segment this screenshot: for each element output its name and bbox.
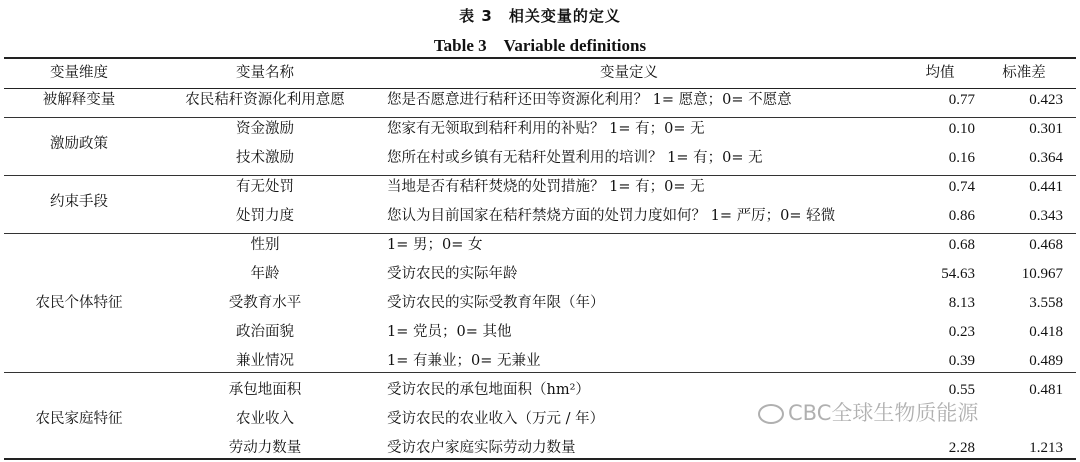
std-dev-value: 1.213 [1029,440,1063,456]
std-dev-value: 0.301 [1029,121,1063,137]
mean-value: 0.16 [948,150,975,166]
header-std-dev: 标准差 [1002,65,1046,81]
table-title-en: Table 3 Variable definitions [433,36,647,55]
header-mean: 均值 [925,65,955,81]
variable-name: 技术激励 [236,150,294,166]
definition: 1= 党员；0= 其他 [387,324,512,340]
mean-value: 0.23 [948,324,975,340]
header-variable-name: 变量名称 [236,65,294,81]
mean-value: 0.55 [948,382,975,398]
watermark-text: CBC全球生物质能源 [788,401,979,425]
watermark [758,397,978,427]
definition: 受访农民的承包地面积（hm²） [387,382,590,398]
variable-name: 年龄 [250,266,280,282]
definition: 受访农民的实际年龄 [387,266,518,282]
dimension-label: 被解释变量 [42,92,116,108]
top-rule [4,57,1076,59]
group-rule [4,117,1076,118]
table-title-cn: 表 3 相关变量的定义 [459,7,621,25]
header-rule [4,88,1076,89]
definition: 受访农民的实际受教育年限（年） [387,295,605,311]
definition: 当地是否有秸秆焚烧的处罚措施？ 1= 有；0= 无 [387,179,705,195]
variable-name: 政治面貌 [236,324,294,340]
definition: 受访农民的农业收入（万元 / 年） [387,411,605,427]
mean-value: 54.63 [941,266,975,282]
header-definition: 变量定义 [600,65,658,81]
header-dimension: 变量维度 [50,65,108,81]
dimension-label: 农民家庭特征 [35,411,123,427]
variable-name: 农民秸秆资源化利用意愿 [185,92,345,108]
variable-name: 有无处罚 [236,179,294,195]
variable-name: 承包地面积 [228,382,302,398]
wechat-icon [758,404,784,424]
std-dev-value: 0.343 [1029,208,1063,224]
variable-name: 劳动力数量 [228,440,302,456]
dimension-label: 激励政策 [50,135,108,152]
variable-name: 受教育水平 [228,295,302,311]
dimension-label: 约束手段 [50,193,108,210]
dimension-label: 农民个体特征 [35,295,123,311]
mean-value: 0.39 [948,353,975,369]
variable-name: 兼业情况 [236,353,294,369]
definition: 您家有无领取到秸秆利用的补贴？ 1= 有；0= 无 [387,121,705,137]
definition: 您是否愿意进行秸秆还田等资源化利用？ 1= 愿意；0= 不愿意 [387,92,792,108]
std-dev-value: 0.441 [1029,179,1063,195]
definition: 您认为目前国家在秸秆禁烧方面的处罚力度如何？ 1= 严厉；0= 轻微 [387,208,836,224]
mean-value: 0.74 [948,179,975,195]
group-rule [4,233,1076,234]
mean-value: 0.86 [948,208,975,224]
definition: 1= 男；0= 女 [387,237,483,253]
group-rule [4,372,1076,373]
definition: 您所在村或乡镇有无秸秆处置利用的培训？ 1= 有；0= 无 [387,150,763,166]
std-dev-value: 0.423 [1029,92,1063,108]
mean-value: 8.13 [948,295,975,311]
mean-value: 0.10 [948,121,975,137]
std-dev-value: 0.364 [1029,150,1063,166]
variable-name: 性别 [250,237,280,253]
definition: 受访农户家庭实际劳动力数量 [387,440,576,456]
std-dev-value: 0.489 [1029,353,1063,369]
variable-name: 处罚力度 [236,208,294,224]
variable-name: 资金激励 [236,121,294,137]
mean-value: 0.77 [948,92,975,108]
group-rule [4,175,1076,176]
definition: 1= 有兼业；0= 无兼业 [387,353,541,369]
variable-name: 农业收入 [236,411,294,427]
mean-value: 0.68 [948,237,975,253]
mean-value: 2.28 [948,440,975,456]
bottom-rule [4,458,1076,460]
std-dev-value: 10.967 [1021,266,1063,282]
std-dev-value: 0.418 [1029,324,1063,340]
std-dev-value: 0.468 [1029,237,1063,253]
std-dev-value: 0.481 [1029,382,1063,398]
std-dev-value: 3.558 [1029,295,1063,311]
